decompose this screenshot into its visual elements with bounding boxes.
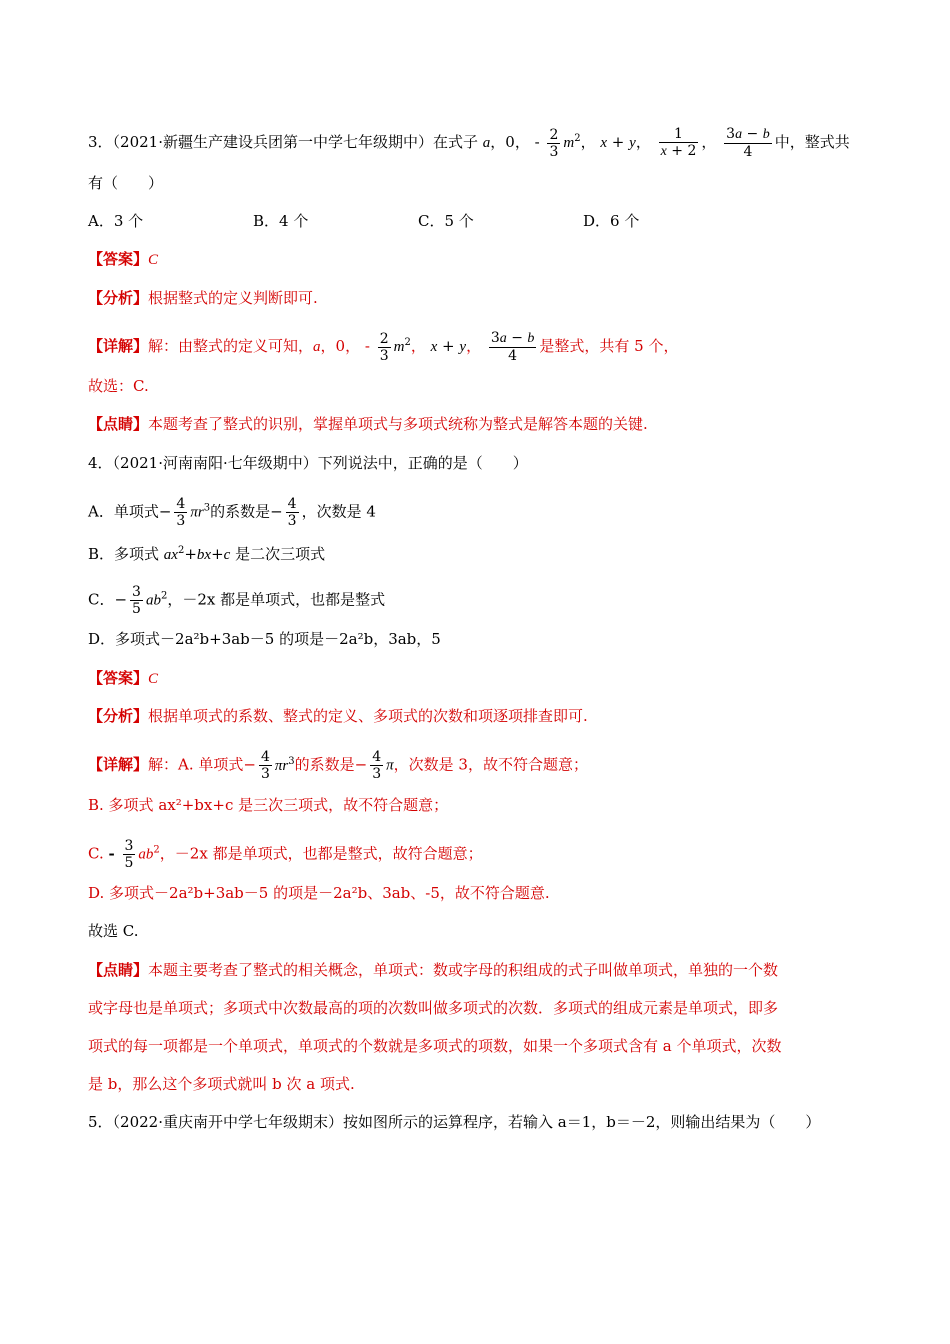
q3-analysis — [88, 287, 318, 309]
point-tag: 【点睛】 — [88, 961, 149, 979]
fraction-1-x2: $\frac{1}{x + 2}$ — [660, 126, 697, 159]
option-text: 的系数是 — [210, 502, 271, 521]
option-text: B．多项式 — [88, 545, 164, 563]
fraction-4-3: $\frac{4}{3}$ — [260, 749, 270, 782]
fraction-4-3: $\frac{4}{3}$ — [372, 749, 382, 782]
q3-options — [88, 210, 748, 232]
q4-point-1 — [88, 959, 778, 981]
q4-option-b: B．多项式 $ax^2+bx+c$ 是二次三项式 — [88, 545, 326, 563]
q3-option-a: A．3 个 — [88, 212, 144, 230]
detail-text: 解：由整式的定义可知， — [148, 337, 314, 355]
option-text: ，－2x 都是单项式，也都是整式 — [167, 590, 386, 609]
detail-text: 的系数是 — [294, 755, 355, 774]
q4-detail: 【详解】解：A. 单项式− $\frac{4}{3}$ $\pi r^3$的系数是− $\frac{4}{3}$ π，次数是 3，故不符合题意； — [88, 749, 588, 782]
option-text: 是二次三项式 — [235, 545, 326, 563]
fraction-4-3: $\frac{4}{3}$ — [287, 496, 297, 529]
q3-option-d: D．6 个 — [583, 212, 640, 230]
q4-option-d: D．多项式－2a²b+3ab－5 的项是－2a²b，3ab，5 — [88, 630, 441, 648]
q4-option-c: C．− $\frac{3}{5}$ $ab^2$，－2x 都是单项式，也都是整式 — [88, 584, 386, 617]
fraction-2-3: $\frac{2}{3}$ — [549, 126, 559, 160]
q4-point-3: 项式的每一项都是一个单项式，单项式的个数就是多项式的项数，如果一个多项式含有 a 个单项式，次数 — [88, 1037, 782, 1055]
q4-point-2: 或字母也是单项式；多项式中次数最高的项的次数叫做多项式的次数．多项式的组成元素是单项式，即多 — [88, 999, 779, 1017]
q4-detail-b: B. 多项式 ax²+bx+c 是三次三项式，故不符合题意； — [88, 796, 449, 814]
analysis-tag: 【分析】 — [88, 289, 149, 307]
detail-tag: 【详解】 — [88, 337, 149, 355]
fraction-2-3: $\frac{2}{3}$ — [379, 330, 389, 364]
option-text: A．单项式 — [88, 502, 159, 521]
q4-detail-c: C. - $\frac{3}{5}$ $ab^2$，－2x 都是单项式，也都是整式，故符合题意； — [88, 838, 483, 871]
q3-stem: 3．（2021·新疆生产建设兵团第一中学七年级期中）在式子 a，0， - $\frac{2}{3}$ $m^2$， x + y， $\frac{1}{x + 2}$ ， $\frac{3a - b}{4}$ 中，整式共 — [88, 126, 850, 160]
detail-text: ，－2x 都是单项式，也都是整式，故符合题意； — [159, 844, 483, 863]
detail-text: ，次数是 3，故不符合题意； — [393, 755, 588, 774]
answer-tag: 【答案】 — [88, 669, 149, 687]
q4-answer — [88, 667, 158, 690]
q5-stem: 5．（2022·重庆南开中学七年级期末）按如图所示的运算程序，若输入 a＝1，b＝－2，则输出结果为（ ） — [88, 1113, 821, 1131]
point-tag: 【点睛】 — [88, 415, 149, 433]
q3-option-c: C．5 个 — [418, 212, 474, 230]
q3-stem-text: 3．（2021·新疆生产建设兵团第一中学七年级期中）在式子 — [88, 133, 478, 151]
q3-detail: 【详解】解：由整式的定义可知，a，0， - $\frac{2}{3}$ $m^2$， x + y， $\frac{3a - b}{4}$ 是整式，共有 5 个， — [88, 330, 679, 364]
analysis-text: 根据整式的定义判断即可. — [148, 289, 318, 307]
fraction-3a-b-4: $\frac{3a - b}{4}$ — [490, 330, 535, 364]
q4-option-a: A．单项式− $\frac{4}{3}$ $\pi r^3$的系数是− $\frac{4}{3}$ ，次数是 4 — [88, 496, 376, 529]
q3-stem-end: 中，整式共 — [774, 133, 850, 151]
fraction-3a-b-4: $\frac{3a - b}{4}$ — [726, 126, 770, 160]
q3-stem-zero: ，0， — [490, 133, 530, 151]
fraction-3-5: $\frac{3}{5}$ — [124, 838, 134, 871]
q4-analysis — [88, 705, 588, 727]
answer-tag: 【答案】 — [88, 250, 149, 268]
q3-conclusion: 故选：C. — [88, 377, 149, 395]
fraction-4-3: $\frac{4}{3}$ — [176, 496, 186, 529]
option-text: ，次数是 4 — [301, 502, 376, 521]
point-text: 本题主要考查了整式的相关概念，单项式：数或字母的积组成的式子叫做单项式，单独的一个数 — [148, 961, 779, 979]
answer-value: C — [148, 671, 159, 687]
q3-point — [88, 413, 648, 435]
var-a: a — [482, 135, 491, 151]
fraction-3-5: $\frac{3}{5}$ — [132, 584, 141, 617]
detail-tag: 【详解】 — [88, 755, 149, 774]
analysis-tag: 【分析】 — [88, 707, 149, 725]
q4-detail-d: D. 多项式－2a²b+3ab－5 的项是－2a²b、3ab、-5，故不符合题意. — [88, 884, 550, 902]
q4-stem: 4．（2021·河南南阳·七年级期中）下列说法中，正确的是（ ） — [88, 454, 528, 472]
detail-text-end: 是整式，共有 5 个， — [539, 337, 679, 355]
q3-option-b: B．4 个 — [253, 212, 309, 230]
q4-conclusion: 故选 C. — [88, 922, 139, 940]
analysis-text: 根据单项式的系数、整式的定义、多项式的次数和项逐项排查即可. — [148, 707, 588, 725]
point-text: 本题考查了整式的识别，掌握单项式与多项式统称为整式是解答本题的关键. — [148, 415, 648, 433]
q3-answer — [88, 248, 158, 271]
q4-point-4: 是 b，那么这个多项式就叫 b 次 a 项式. — [88, 1075, 355, 1093]
detail-text: 解：A. 单项式 — [148, 755, 244, 774]
q3-stem-cont: 有（ ） — [88, 174, 164, 192]
answer-value: C — [148, 252, 159, 268]
